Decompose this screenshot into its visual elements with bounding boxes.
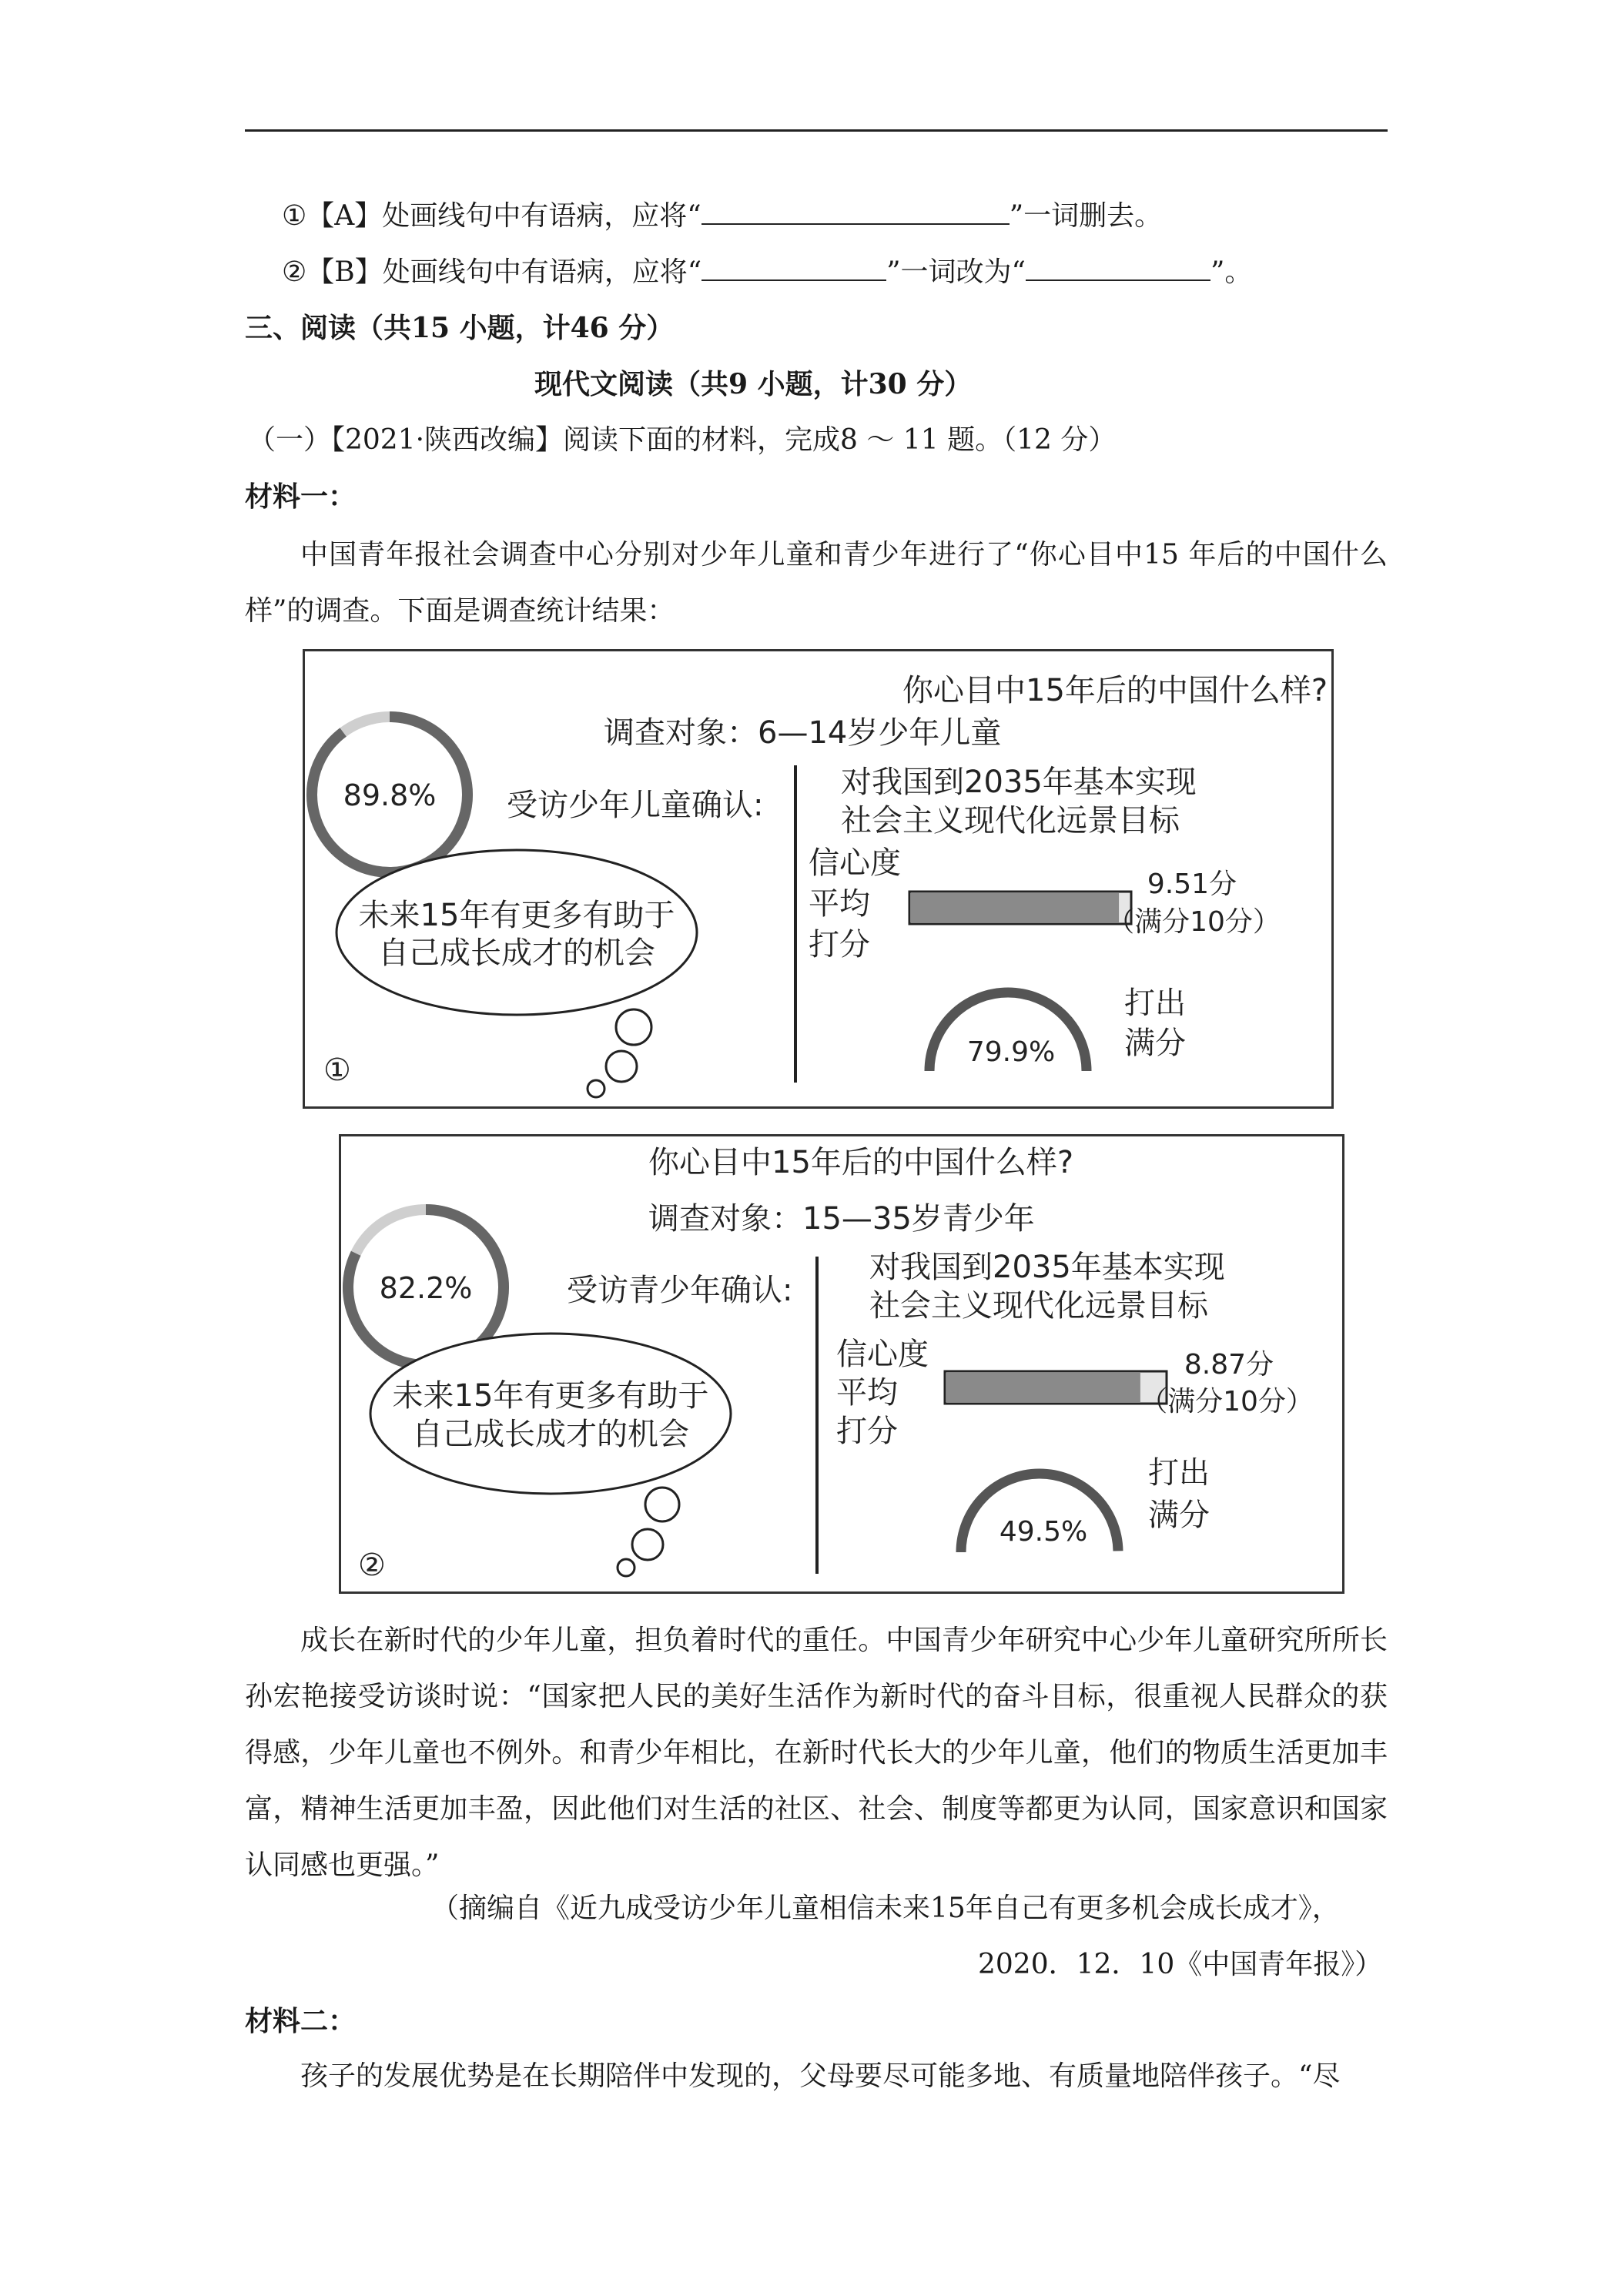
figure-1-confirm-label: 受访少年儿童确认: xyxy=(507,788,764,823)
figure-2-subject: 调查对象：15—35岁青少年 xyxy=(648,1201,1035,1237)
figure-2-ring-label: 82.2% xyxy=(379,1271,473,1305)
figure-1-bubble-dot-large xyxy=(616,1009,651,1045)
figure-2-goal-line2: 社会主义现代化远景目标 xyxy=(869,1288,1208,1324)
figure-2-goal-line1: 对我国到2035年基本实现 xyxy=(869,1250,1225,1285)
figure-2-marker: ② xyxy=(358,1548,386,1583)
section-title: 三、阅读（共15 小题，计46 分） xyxy=(245,312,675,344)
figure-1-subject: 调查对象：6—14岁少年儿童 xyxy=(604,715,1002,751)
material1-intro: 中国青年报社会调查中心分别对少年儿童和青少年进行了“你心目中15 年后的中国什么样”的调查。下面是调查统计结果： xyxy=(245,539,1388,627)
answer-blank-a[interactable] xyxy=(702,197,1010,225)
figure-1-goal-line2: 社会主义现代化远景目标 xyxy=(841,803,1180,838)
material2-text: 孩子的发展优势是在长期陪伴中发现的，父母要尽可能多地、有质量地陪伴孩子。“尽 xyxy=(300,2060,1341,2092)
figure-2-score-label: 打分 xyxy=(836,1414,898,1449)
figure-1-bubble-dot-small xyxy=(588,1080,604,1097)
figure-1-bubble-dot-medium xyxy=(606,1051,637,1082)
figure-2-title: 你心目中15年后的中国什么样? xyxy=(648,1145,1074,1180)
source-line-2: 2020．12．10《中国青年报》） xyxy=(978,1949,1383,1980)
figure-1-score-value: 9.51分 xyxy=(1147,869,1237,900)
figure-2-bubble-line2: 自己成长成才的机会 xyxy=(412,1417,689,1452)
survey-figure-2 xyxy=(339,1134,1344,1594)
figure-1-score-label: 打分 xyxy=(809,927,870,962)
figure-1-bubble-line2: 自己成长成才的机会 xyxy=(378,935,655,971)
figure-1-ring-label: 89.8% xyxy=(343,778,437,812)
source-line-1: （摘编自《近九成受访少年儿童相信未来15年自己有更多机会成长成才》， xyxy=(431,1893,1340,1924)
question-b-line: ②【B】处画线句中有语病，应将“ ”一词改为“ ”。 xyxy=(282,253,1252,291)
figure-2-thought-bubble xyxy=(370,1334,731,1494)
figure-1-full-label-1: 打出 xyxy=(1124,986,1186,1021)
figure-1-title: 你心目中15年后的中国什么样? xyxy=(902,673,1328,708)
figure-1-full-label-2: 满分 xyxy=(1124,1026,1186,1061)
figure-1-average-label: 平均 xyxy=(809,886,870,922)
figure-2-arc-label: 49.5% xyxy=(999,1516,1088,1548)
figure-2-confidence-label: 信心度 xyxy=(836,1337,929,1372)
subsection-title: 现代文阅读（共9 小题，计30 分） xyxy=(534,368,973,400)
figure-2-bubble-dot-small xyxy=(618,1559,635,1576)
figure-1-goal-line1: 对我国到2035年基本实现 xyxy=(841,765,1197,800)
question-intro: （一）【2021·陕西改编】阅读下面的材料，完成8 ～ 11 题。（12 分） xyxy=(248,424,1117,456)
figure-2-bubble-dot-medium xyxy=(632,1529,663,1560)
figure-1-score-bar-fill xyxy=(911,893,1119,922)
figure-2-full-label-1: 打出 xyxy=(1148,1455,1210,1491)
figure-2-full-label-2: 满分 xyxy=(1148,1498,1210,1533)
figure-2-bubble-dot-large xyxy=(645,1488,679,1521)
figure-1-marker: ① xyxy=(323,1053,351,1088)
figure-2-confirm-label: 受访青少年确认: xyxy=(567,1273,793,1308)
header-rule xyxy=(245,129,1388,132)
figure-1-bubble-line1: 未来15年有更多有助于 xyxy=(358,898,675,933)
material1-paragraph: 成长在新时代的少年儿童，担负着时代的重任。中国青少年研究中心少年儿童研究所所长孙宏艳接受访谈时说：“国家把人民的美好生活作为新时代的奋斗目标，很重视人民群众的获得感，少年儿童也不例外。和青少年相比，在新时代长大的少年儿童，他们的物质生活更加丰富，精神生活更加丰盈，因此他们对生活的社区、社会、制度等都更为认同，国家意识和国家认同感也更强。” xyxy=(245,1625,1388,1881)
figure-2-score-max: （满分10分） xyxy=(1140,1386,1314,1417)
material2-label: 材料二： xyxy=(245,2005,357,2037)
question-a-line: ①【A】处画线句中有语病，应将“ ”一词删去。 xyxy=(282,197,1162,235)
answer-blank-b2[interactable] xyxy=(1026,253,1210,281)
figure-1-confidence-label: 信心度 xyxy=(809,845,901,881)
answer-blank-b1[interactable] xyxy=(702,253,886,281)
figure-1-arc-label: 79.9% xyxy=(966,1036,1056,1068)
figure-2-graphic xyxy=(341,1136,1347,1596)
survey-figure-1 xyxy=(303,649,1334,1109)
figure-1-graphic xyxy=(305,651,1336,1111)
material1-label: 材料一： xyxy=(245,480,357,513)
figure-2-score-bar-fill xyxy=(946,1373,1140,1402)
figure-1-score-max: （满分10分） xyxy=(1107,906,1281,938)
figure-2-bubble-line1: 未来15年有更多有助于 xyxy=(392,1378,709,1414)
figure-2-average-label: 平均 xyxy=(836,1375,898,1411)
figure-2-score-value: 8.87分 xyxy=(1184,1349,1274,1381)
